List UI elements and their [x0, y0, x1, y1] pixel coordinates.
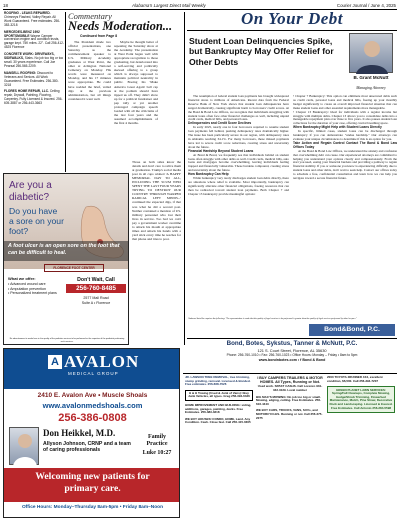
classified-col3: [327, 376, 395, 413]
article-paragraph: • Chapter 7 Bankruptcy: This option can eliminate most unsecured debts such as credit cards, personal loans and medical bills, freeing up your monthly budget significantly to create an overall improved financial situation that can make student loans and other essential requirements more manageable. • Chapter 13 Bankruptcy: Ideal for individuals with a regular income but struggle with multiple debts. Chapter 13 allows you to consolidate debts into a manageable repayment plan over three to five years. It also pauses student loan collections for the duration of your case, offering crucial breathing space.: [293, 95, 397, 126]
avalon-website[interactable]: www.avalonmedshoals.com: [42, 401, 143, 410]
commentary-col1: [68, 40, 111, 180]
classified-item: [4, 72, 64, 88]
classified-item: [4, 90, 64, 106]
author-name: B. Grant McNutt: [353, 75, 389, 80]
article-subhead: Take Action and Regain Control Contact The Bond & Bond Law Offices Today: [293, 140, 397, 149]
article-col1: [188, 95, 289, 316]
offer-item: • Amputation prevention: [8, 286, 47, 291]
bond-logo: [309, 324, 395, 336]
classified-item: I BUY CAMPERS TRAILERS & MOTOR HOMES. All Types, Running or Not.: [257, 376, 323, 385]
column-rule: [65, 12, 66, 172]
commentary-col2: [114, 40, 158, 170]
page-number: 18: [3, 3, 8, 8]
clinic-phone[interactable]: 256-760-8485: [66, 284, 126, 293]
article-paragraph: At Bond & Bond, we frequently see that individuals behind on student loans often struggle with other debts as well. Credit cards, medical bills, auto loans and mortgages become overwhelming, leaving individuals feeling trapped and financially vulnerable. These burdens compound, creating stress and uncertainty about the future.: [188, 152, 289, 173]
offer-item: • Advanced wound care: [8, 282, 46, 286]
clinic-address-line1: 2577 Mall Road: [83, 296, 109, 300]
care-team: Allyson Johnson, CRNP and a team of caring professionals: [43, 441, 131, 454]
article-paragraph: The resumption of federal student loan payments has brought widespread financial stress to millions of Americans. Recent data from the Federal Reserve Bank of New York shows that student loan delinquencies have surged dramatically, causing significant harm to borrowers' credit scores. At the Bond & Bond Law Offices, we recognize that individuals struggling with student loans often face other financial challenges as well, including unpaid credit cards, medical bills, and personal loans.: [188, 95, 289, 122]
avalon-phone[interactable]: 256-386-0808: [58, 412, 127, 424]
bond-ad: [187, 324, 397, 370]
ulcer-description: A foot ulcer is an open sore on the foot that can be difficult to heal.: [8, 243, 120, 256]
article-paragraph: At the Bond & Bond Law Offices, we understand the anxiety and confusion that overwhelming debt can cause. Our experienced attorneys are committed to helping you understand your options clearly and compassionately. From the start you need, easing your financial burdens and providing a pathway to regain financial stability. If you or someone you know is experiencing difficulty due to student loans and other debts, don't wait to seek help. Contact our offices today to schedule a free, confidential consultation and learn how we can help you navigate toward a secure financial future.: [293, 148, 397, 181]
author-title: Managing Attorney: [356, 86, 386, 90]
article-subhead: Delinquencies and Credit Score Declines: [188, 121, 252, 126]
article-paragraph: While bankruptcy very rarely discharges student loan debts directly, there are situations where relief is available. Most importantly, bankruptcy can significantly alleviate other financial obligations, freeing resources that can then be redirected toward student loan payments. Both Chapter 7 and Chapter 13 bankruptcy provide meaningful options:: [188, 176, 289, 196]
classified-title: ROOFING - LEAKS REPAIRED.: [4, 11, 51, 15]
classified-item: GREEN PLANET LAWN SERVICES: Spring/Fall Cleanups, Complete Mowing, Hedge/Shrub Trimming, Flowerbed Maintenance, Mulch, Pine Straw, Decorative Rock and Landscaping. Licensed & Insured. Free Estimates. Call Antonio 256-284-5598: [327, 386, 395, 413]
bond-logo-text: Bond&Bond, P.C.: [324, 326, 380, 333]
doctor-name: Don Heikkel, M.D.: [43, 428, 116, 438]
classified-item: [4, 31, 64, 51]
commentary-text: Those on both sides know the details and don't care to relive them at graduation. Trump's social media post in all caps wished 'A HAPPY MEMORIAL DAY TO ALL, INCLUDING THE SCUM WHO SPENT THE LAST FOUR YEARS TRYING TO DESTROY OUR COUNTRY THROUGH WARPED RADICAL LEFT MINDS...' continued the expected digs, if that was what he did a second post. Neither contained a mention of US. military personnel who lost their lives in service. Too bad we can't pay a government worker overtime to smack his mouth at appropriate times and smack his hands with a yard stick every time he reaches for that phone and tries to post.: [132, 160, 181, 241]
article-subhead: When Bankruptcy Might Help with Student Loans Directly: [293, 125, 382, 130]
classified-item: BIG MAC'S MOWING: No job too big or small. Mowing, edging, cutting. Free Estimates. 256-616-4443: [256, 394, 322, 406]
offer-list: [8, 282, 60, 296]
classified-title: MANSELL ROOFING:: [4, 70, 37, 75]
offer-item: • Personalized treatment plans: [8, 291, 57, 296]
author-photo: [349, 33, 393, 73]
verse-label: Luke 10:27: [142, 450, 172, 456]
classified-body: Chimneys Flashed, Valley Repair. All Work Guaranteed. Free estimates. 256-383-3218: [4, 14, 61, 27]
left-classifieds: [4, 12, 64, 106]
commentary-text: Maybe he thought better of repeating the Saturday show at the Academy. The presentation at West Point began well with appropriate recognition to those graduating, but deteriorated into a self-serving and politically skewed offering to a group which is always supposed to maintain political neutrality in public. Booing his 'Make America Great Again' ball cap at the podium should have tipped us off. They didn't show up for a political fundraiser and pep rally or yet another prolonged campaign speech loaded with all the criticisms of the last four years and the assumed accomplishments of the first 4 months.: [114, 40, 158, 125]
commentary-title: Needs Moderation...: [68, 19, 173, 33]
firm-web[interactable]: www.bondnbotes.com • f Bond & Bond: [258, 358, 326, 362]
avalon-brand: AVALON: [64, 352, 140, 371]
classified-title: MERCEDES-BENZ 1992 SPORTSMOBILE: [4, 29, 40, 38]
classified-body: Wayne Camper conversion engine and condition trusts, garage kept. 75K miles. 22". Call 256-412-4525 Florence: [4, 33, 64, 50]
avalon-subtitle: MEDICAL GROUP: [68, 371, 119, 376]
family-practice-label: Family Practice: [146, 434, 168, 447]
office-hours: Office Hours: Monday–Thursday 8am-5pm • Friday 8am–Noon: [21, 505, 164, 510]
avalon-ad: [3, 348, 180, 518]
classified-item: 2000 TOYOTA 4RUNNER 4X4, excellent condition, $6,500. Call 256-394-7207: [327, 375, 383, 383]
avalon-logo-icon: A: [48, 355, 62, 369]
classified-item: Used work. SPAST CASHS. Call Lorenzo 931-342-3129. Local number: [257, 384, 323, 392]
article-headline: Student Loan Delinquencies Spike, but Bankruptcy May Offer Relief for Other Debts: [189, 36, 334, 67]
clinic-disclaimer: No advertisement is made here in the quality of the podiatric services to be performed or the expertise of the podiatrist performing such services.: [9, 338, 125, 343]
commentary-col3: [132, 160, 181, 346]
classified-col2: [256, 376, 324, 420]
masthead-title: On Your Debt: [240, 9, 344, 28]
classified-title: FLORES HOME REPAIR, LLC.: [4, 89, 49, 94]
article-subhead: Financial Hardship Beyond Student Loans: [188, 148, 254, 153]
classified-item: JR. LAWSON TREE REMOVAL, tree trimming, stump grinding, removal. Licensed & Bonded. Free estimates. 256-668-7026: [185, 375, 251, 387]
offer-title: What we offer:: [8, 276, 36, 281]
avalon-address: 2410 E. Avalon Ave • Muscle Shoals: [37, 392, 148, 399]
article-paragraph: In early 2025, nearly one in four borrowers required to resume student loan payments fell behind, pushing delinquency rates dramatically higher. The issue has been particularly severe in our region, with delinquency rates in Alabama reaching 34.1%. For many borrowers, these missed payments have led to severe credit score reductions, creating stress and uncertainty about the future.: [188, 125, 289, 149]
article-col2: [293, 95, 397, 316]
classified-item: H & H Towing (Used & Junk of Vans) I Buy Junk Vehicles, all types. Greg 256-394-6346: [185, 390, 253, 401]
classified-item: [4, 53, 64, 69]
classified-item: HOME IMPROVEMENT AND BUILDING: siding, additions, garages, painting, decks. Free Estimates. 256-383-3218: [185, 402, 252, 415]
bar-disclaimer: Alabama State Bar requires the following: "No representation is made that the quality of legal services to be performed is greater than the quality of legal services performed by other lawyers.": [188, 318, 357, 320]
classified-body: Ceiling repair, Drywall, Painting, Flooring, Carpentry. Fully Licensed & Insured. 256-605-3887 or 256-443-3663: [4, 89, 63, 106]
article-subhead: How Bankruptcy Can Help: [188, 172, 229, 177]
classified-body: Slabs. No job too big or too small. 30 years experience. Call Joe Pearsal 256-565-2209.: [4, 56, 64, 68]
commentary-text: The President made two official presentations, one Saturday as the commencement speaker to U.S. Military Academy graduates at West Point, the other at Arlington National Cemetery on Monday. His words were measured on Monday, and his 17 minutes were appropriate. He could have nodded the brief, veiled digs at the previous administration, but all things considered it went well.: [68, 40, 111, 101]
continued-note: Continued from Page 8: [80, 34, 118, 38]
classified-col1: [185, 376, 253, 425]
masthead-rule: [187, 30, 397, 31]
classified-item: WE BUY HOUSES! CONDO, HOME, Land. Any Condition. Cash. Close fast. Call 256-415-0305: [185, 416, 251, 425]
sore-question: Do you have a sore on your foot?: [9, 206, 64, 237]
welcome-text: Welcoming new patients for primary care.: [35, 471, 150, 494]
firm-address: 121 S. Court Street, Florence, AL 35630: [257, 348, 327, 353]
classified-item: [4, 12, 64, 28]
column-rule: [184, 12, 185, 345]
classified-title: CONCRETE WORK: DRIVEWAYS, SIDEWALKS,: [4, 52, 55, 61]
diabetic-foot-ad: [3, 173, 129, 345]
doctor-photo: [9, 427, 39, 465]
classified-item: WE BUY CARS, TRUCKS, VANS, SUVs, and MOTORCYCLES. Running or not. Call 256-275-2275: [256, 408, 323, 420]
clinic-address-line2: Suite A • Florence: [81, 300, 111, 305]
classified-body: Discount to Veterans and Seniors. All Work Guaranteed. Free Estimates. 256-380-3218: [4, 70, 59, 87]
firm-phones: Phone: 256-760-1010 • Fax: 256-760-1023 • Office Hours: Monday – Friday • 8am to 5pm: [226, 353, 358, 357]
call-prompt: Don't Wait, Call: [77, 277, 115, 283]
bottom-classifieds: [183, 373, 397, 518]
edition-date: Courier Journal / June 4, 2025: [336, 3, 396, 8]
article-paragraph: In specific, limited cases, student loans can be discharged through bankruptcy if you can demonstrate "undue hardship." Our attorneys can evaluate your unique circumstances to determine if this is an option for you.: [293, 129, 397, 141]
clinic-logo: FLORENCE FOOT CENTER: [44, 264, 104, 272]
diabetic-question: Are you a diabetic?: [9, 180, 52, 203]
firm-name: Bond, Botes, Sykstus, Tanner & McNutt, P.C.: [226, 340, 358, 347]
commentary-label: Commentary: [68, 11, 112, 21]
bond-rule: [187, 338, 397, 339]
publication-name: Alabama's Largest Direct Mail Weekly: [132, 3, 206, 8]
